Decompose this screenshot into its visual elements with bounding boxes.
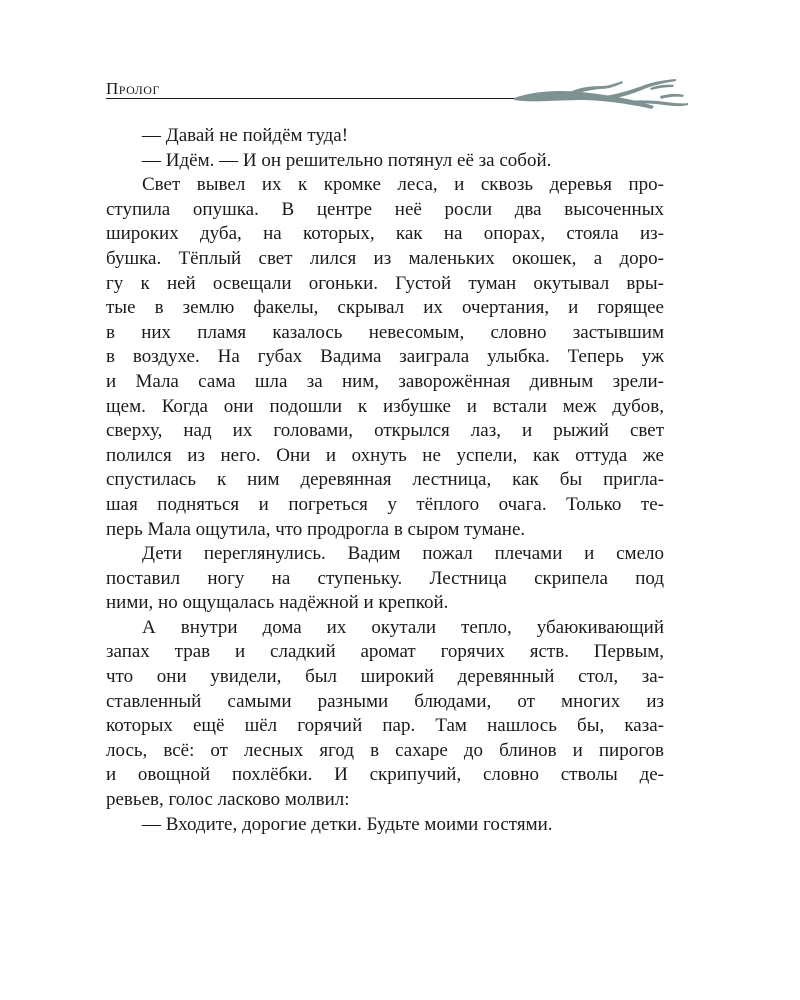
chapter-title: Пролог [106,79,160,98]
text-line: что они увидели, был широкий деревянный стол, за- [106,666,664,688]
text-line: и Мала сама шла за ним, заворожённая дивным зрели- [106,370,664,392]
text-line: А внутри дома их окутали тепло, убаюкивающий [142,616,664,638]
text-line: ними, но ощущалась надёжной и крепкой. [106,592,449,614]
running-header [106,76,686,112]
text-line: — Входите, дорогие детки. Будьте моими гостями. [142,813,553,835]
header-rule [106,98,514,99]
text-line: поставил ногу на ступеньку. Лестница скрипела под [106,567,664,589]
text-line: ступила опушка. В центре неё росли два высоченных [106,198,664,220]
text-line: которых ещё шёл горячий пар. Там нашлось бы, каза- [106,715,664,737]
body-text [106,124,664,837]
text-line: широких дуба, на которых, как на опорах, стояла из- [106,223,664,245]
text-line: шая подняться и погреться у тёплого очага. Только те- [106,493,664,515]
text-line: гу к ней освещали огоньки. Густой туман окутывал вры- [106,272,664,294]
text-line: ревьев, голос ласково молвил: [106,789,350,811]
text-line: — Давай не пойдём туда! [142,125,349,146]
text-line: Свет вывел их к кромке леса, и сквозь деревья про- [142,174,664,196]
text-line: — Идём. — И он решительно потянул её за собой. [142,149,552,171]
text-line: и овощной похлёбки. И скрипучий, словно стволы де- [106,764,664,786]
text-line: щем. Когда они подошли к избушке и встали меж дубов, [106,395,664,417]
text-line: полился из него. Они и охнуть не успели, как оттуда же [106,444,664,466]
text-line: в них пламя казалось невесомым, словно застывшим [106,321,664,343]
text-line: перь Мала ощутила, что продрогла в сыром тумане. [106,518,526,540]
text-line: сверху, над их головами, открылся лаз, и рыжий свет [106,420,664,442]
text-line: спустилась к ним деревянная лестница, как бы пригла- [106,469,664,491]
text-line: Дети переглянулись. Вадим пожал плечами и смело [142,543,664,565]
text-line: в воздухе. На губах Вадима заиграла улыбка. Теперь уж [106,346,664,368]
text-line: тые в землю факелы, скрывал их очертания, и горящее [106,297,664,319]
text-line: лось, всё: от лесных ягод в сахаре до блинов и пирогов [106,739,664,761]
text-line: запах трав и сладкий аромат горячих яств. Первым, [106,641,664,663]
tree-branch-icon [510,76,692,112]
text-line: бушка. Тёплый свет лился из маленьких окошек, а доро- [106,247,664,269]
text-line: ставленный самыми разными блюдами, от многих из [106,690,664,712]
